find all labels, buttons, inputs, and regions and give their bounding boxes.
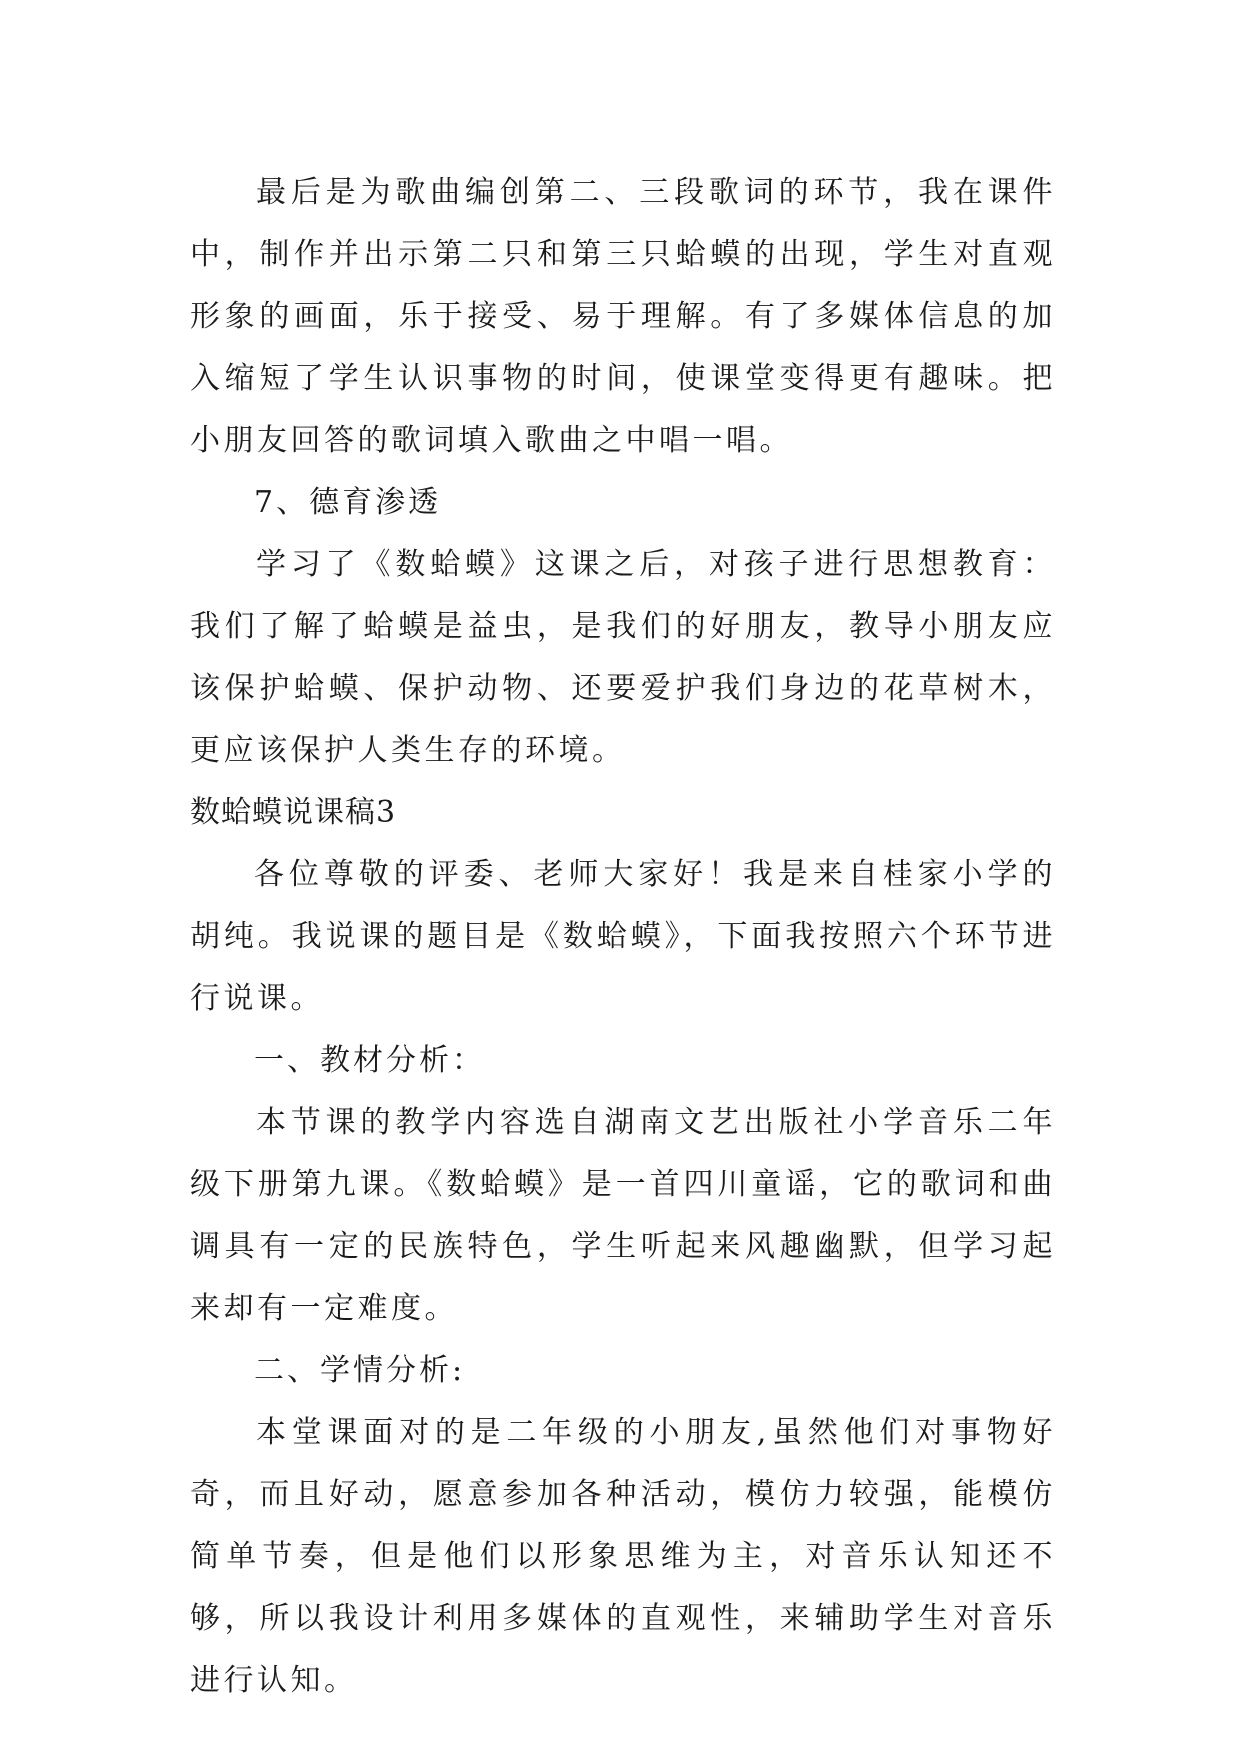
paragraph-student-analysis: 本堂课面对的是二年级的小朋友,虽然他们对事物好奇，而且好动，愿意参加各种活动，模仿力较强，能模仿简单节奏，但是他们以形象思维为主，对音乐认知还不够，所以我设计利用多媒体的直观性，来辅助学生对音乐进行认知。 [190, 1415, 1056, 1698]
paragraph-moral-education: 学习了《数蛤蟆》这课之后，对孩子进行思想教育：我们了解了蛤蟆是益虫，是我们的好朋友，教导小朋友应该保护蛤蟆、保护动物、还要爱护我们身边的花草树木，更应该保护人类生存的环境。 [190, 547, 1056, 768]
document-body [190, 162, 1056, 1712]
heading-textbook-analysis: 一、教材分析： [254, 1043, 485, 1078]
paragraph-lyrics-creation: 最后是为歌曲编创第二、三段歌词的环节，我在课件中，制作并出示第二只和第三只蛤蟆的出现，学生对直观形象的画面，乐于接受、易于理解。有了多媒体信息的加入缩短了学生认识事物的时间，使课堂变得更有趣味。把小朋友回答的歌词填入歌曲之中唱一唱。 [190, 175, 1056, 458]
section-title: 数蛤蟆说课稿3 [190, 795, 397, 830]
paragraph-textbook-analysis: 本节课的教学内容选自湖南文艺出版社小学音乐二年级下册第九课。《数蛤蟆》是一首四川童谣，它的歌词和曲调具有一定的民族特色，学生听起来风趣幽默，但学习起来却有一定难度。 [190, 1105, 1056, 1326]
paragraph-greeting: 各位尊敬的评委、老师大家好！我是来自桂家小学的胡纯。我说课的题目是《数蛤蟆》，下面我按照六个环节进行说课。 [190, 857, 1056, 1016]
heading-student-analysis: 二、学情分析: [254, 1353, 466, 1388]
heading-moral-education: 7、德育渗透 [254, 485, 442, 520]
